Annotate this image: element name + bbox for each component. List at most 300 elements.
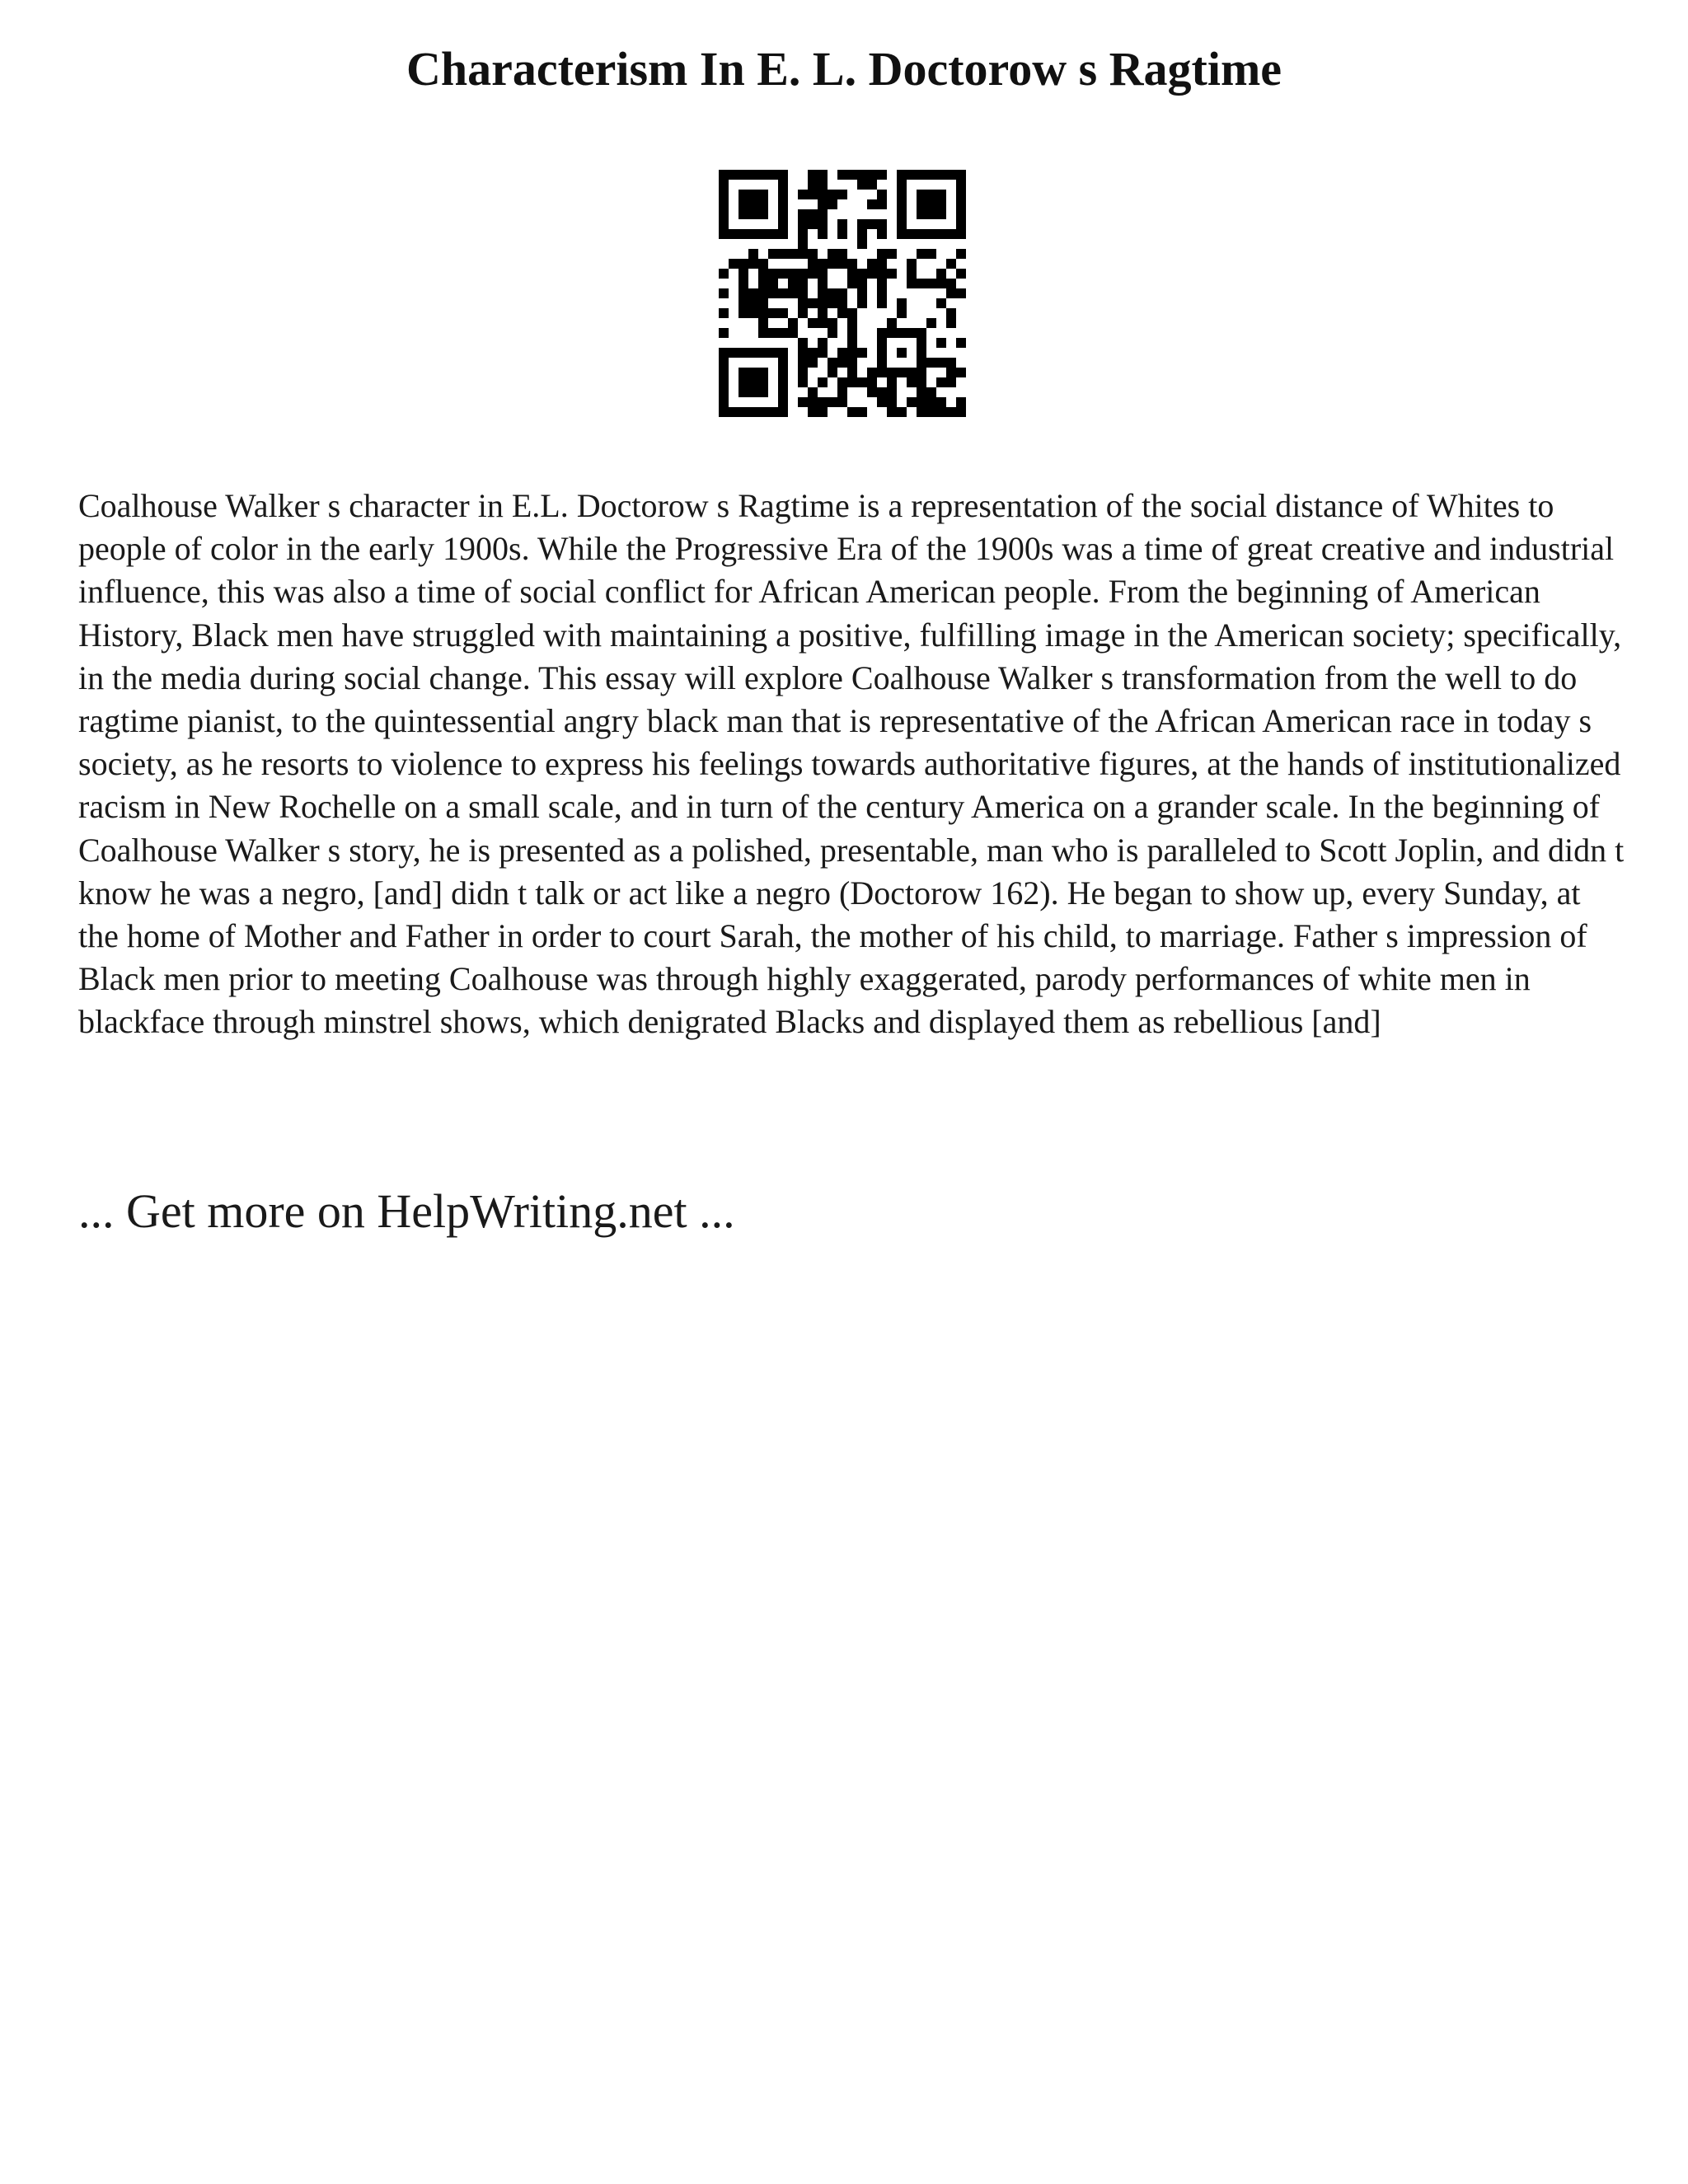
qr-module [738, 279, 748, 288]
qr-module [956, 249, 966, 259]
qr-module [788, 288, 798, 298]
qr-module [758, 368, 768, 377]
qr-module [877, 298, 887, 308]
qr-module [768, 348, 778, 358]
qr-module [719, 288, 729, 298]
qr-module [926, 249, 936, 259]
qr-module [857, 229, 867, 239]
qr-module [956, 209, 966, 219]
qr-module [738, 387, 748, 397]
qr-module [748, 377, 758, 387]
qr-module [748, 308, 758, 318]
qr-module [758, 377, 768, 387]
qr-module [818, 279, 828, 288]
qr-module [837, 259, 847, 269]
qr-module [808, 180, 818, 190]
qr-module [828, 288, 837, 298]
qr-module [719, 397, 729, 407]
qr-module [818, 308, 828, 318]
qr-module [758, 170, 768, 180]
qr-module [897, 229, 907, 239]
qr-module [936, 199, 946, 209]
qr-module [877, 397, 887, 407]
qr-module [837, 190, 847, 199]
qr-module [867, 368, 877, 377]
qr-module [917, 397, 926, 407]
qr-module [808, 209, 818, 219]
qr-module [946, 279, 956, 288]
qr-module [847, 338, 857, 348]
qr-module [857, 239, 867, 249]
qr-module [867, 377, 877, 387]
qr-module [946, 377, 956, 387]
qr-module [828, 318, 837, 328]
qr-module [936, 397, 946, 407]
qr-module [867, 219, 877, 229]
qr-module [738, 259, 748, 269]
qr-module [768, 269, 778, 279]
qr-module [887, 318, 897, 328]
qr-module [897, 328, 907, 338]
qr-module [818, 269, 828, 279]
qr-module [877, 259, 887, 269]
qr-module [907, 377, 917, 387]
qr-module [768, 407, 778, 417]
qr-module [719, 180, 729, 190]
qr-module [798, 249, 808, 259]
qr-module [867, 259, 877, 269]
qr-module [946, 318, 956, 328]
qr-module [778, 190, 788, 199]
qr-module [748, 368, 758, 377]
qr-module [808, 249, 818, 259]
qr-module [857, 269, 867, 279]
qr-module [867, 199, 877, 209]
qr-module [729, 407, 738, 417]
qr-module [837, 298, 847, 308]
qr-module [946, 407, 956, 417]
qr-module [768, 308, 778, 318]
qr-module [778, 209, 788, 219]
qr-module [936, 338, 946, 348]
qr-module [719, 219, 729, 229]
qr-module [936, 209, 946, 219]
qr-module [936, 279, 946, 288]
qr-module [778, 180, 788, 190]
qr-module [748, 259, 758, 269]
qr-module [818, 219, 828, 229]
qr-module [798, 348, 808, 358]
qr-module [887, 249, 897, 259]
qr-module [719, 328, 729, 338]
qr-module [897, 209, 907, 219]
qr-module [798, 298, 808, 308]
qr-module [907, 279, 917, 288]
qr-module [877, 358, 887, 368]
qr-module [729, 170, 738, 180]
qr-module [778, 199, 788, 209]
qr-module [847, 279, 857, 288]
qr-module [778, 219, 788, 229]
qr-module [877, 368, 887, 377]
qr-module [818, 259, 828, 269]
qr-module [926, 407, 936, 417]
qr-module [738, 407, 748, 417]
qr-module [758, 407, 768, 417]
qr-module [897, 190, 907, 199]
qr-module [956, 180, 966, 190]
qr-module [778, 269, 788, 279]
qr-module [897, 180, 907, 190]
qr-module [818, 170, 828, 180]
qr-module [768, 279, 778, 288]
qr-module [778, 249, 788, 259]
qr-module [887, 387, 897, 397]
qr-module [907, 229, 917, 239]
qr-module [758, 269, 768, 279]
qr-module [748, 348, 758, 358]
qr-module [897, 407, 907, 417]
qr-module [847, 308, 857, 318]
qr-module [758, 190, 768, 199]
qr-module [719, 209, 729, 219]
qr-module [877, 219, 887, 229]
qr-module [818, 348, 828, 358]
qr-module [917, 348, 926, 358]
qr-module [738, 170, 748, 180]
qr-module [837, 358, 847, 368]
qr-module [917, 209, 926, 219]
qr-module [936, 377, 946, 387]
qr-module [719, 199, 729, 209]
qr-module [877, 199, 887, 209]
qr-module [847, 269, 857, 279]
qr-module [956, 338, 966, 348]
qr-module [758, 229, 768, 239]
qr-module [768, 328, 778, 338]
qr-module [808, 407, 818, 417]
qr-module [798, 377, 808, 387]
qr-module [758, 209, 768, 219]
qr-module [758, 348, 768, 358]
qr-module [828, 368, 837, 377]
qr-module [778, 407, 788, 417]
qr-module [828, 190, 837, 199]
qr-module [828, 199, 837, 209]
qr-module [808, 318, 818, 328]
qr-module [956, 407, 966, 417]
qr-module [738, 288, 748, 298]
qr-module [798, 190, 808, 199]
qr-module [946, 170, 956, 180]
qr-module [857, 219, 867, 229]
qr-module [917, 190, 926, 199]
qr-module [798, 368, 808, 377]
qr-module [798, 269, 808, 279]
qr-module [748, 209, 758, 219]
qr-module [818, 338, 828, 348]
qr-module [808, 269, 818, 279]
qr-module [808, 348, 818, 358]
qr-module [798, 279, 808, 288]
qr-module [917, 358, 926, 368]
qr-module [808, 170, 818, 180]
qr-module [719, 308, 729, 318]
qr-module [897, 368, 907, 377]
qr-module [926, 318, 936, 328]
qr-module [818, 229, 828, 239]
qr-module [778, 397, 788, 407]
qr-module [798, 397, 808, 407]
qr-module [758, 279, 768, 288]
qr-module [798, 288, 808, 298]
qr-module [956, 219, 966, 229]
qr-module [818, 288, 828, 298]
qr-module [719, 387, 729, 397]
qr-module [729, 348, 738, 358]
qr-module [837, 170, 847, 180]
qr-module [897, 219, 907, 229]
qr-module [946, 358, 956, 368]
qr-module [798, 209, 808, 219]
qr-module [818, 298, 828, 308]
qr-module [877, 288, 887, 298]
qr-module [907, 269, 917, 279]
qr-module [936, 190, 946, 199]
qr-module [818, 180, 828, 190]
qr-module [946, 368, 956, 377]
qr-module [857, 288, 867, 298]
qr-module [828, 249, 837, 259]
qr-module [738, 269, 748, 279]
qr-code-icon [719, 170, 966, 417]
qr-module [828, 397, 837, 407]
qr-module [778, 358, 788, 368]
qr-module [887, 397, 897, 407]
qr-module [936, 170, 946, 180]
qr-module [748, 190, 758, 199]
qr-module [926, 387, 936, 397]
qr-module [857, 348, 867, 358]
qr-module [936, 358, 946, 368]
qr-module [907, 368, 917, 377]
qr-module [897, 308, 907, 318]
qr-module [926, 358, 936, 368]
qr-module [748, 229, 758, 239]
qr-module [719, 348, 729, 358]
qr-module [877, 328, 887, 338]
qr-module [867, 180, 877, 190]
qr-module [729, 229, 738, 239]
qr-module [828, 259, 837, 269]
qr-module [867, 170, 877, 180]
qr-module [847, 377, 857, 387]
qr-module [946, 229, 956, 239]
qr-module [738, 298, 748, 308]
qr-module [907, 170, 917, 180]
qr-module [808, 219, 818, 229]
qr-module [936, 407, 946, 417]
qr-module [748, 170, 758, 180]
qr-module [788, 328, 798, 338]
qr-module [738, 209, 748, 219]
qr-module [847, 358, 857, 368]
qr-module [837, 229, 847, 239]
qr-module [907, 328, 917, 338]
qr-module [847, 407, 857, 417]
qr-module [758, 318, 768, 328]
qr-module [897, 348, 907, 358]
qr-module [857, 180, 867, 190]
qr-module [719, 377, 729, 387]
qr-module [897, 298, 907, 308]
qr-module [788, 318, 798, 328]
document-title: Characterism In E. L. Doctorow s Ragtime [406, 42, 1282, 96]
qr-module [738, 377, 748, 387]
qr-module [837, 348, 847, 358]
qr-module [887, 368, 897, 377]
qr-module [917, 407, 926, 417]
qr-module [907, 397, 917, 407]
qr-module [798, 358, 808, 368]
qr-module [719, 358, 729, 368]
qr-module [956, 397, 966, 407]
qr-module [719, 170, 729, 180]
qr-module [847, 259, 857, 269]
qr-module [917, 387, 926, 397]
qr-module [768, 249, 778, 259]
qr-module [808, 387, 818, 397]
qr-module [778, 377, 788, 387]
qr-module [837, 377, 847, 387]
qr-module [867, 269, 877, 279]
qr-module [798, 219, 808, 229]
qr-module [738, 229, 748, 239]
qr-module [956, 190, 966, 199]
qr-module [748, 407, 758, 417]
qr-module [847, 328, 857, 338]
qr-module [917, 279, 926, 288]
qr-module [917, 170, 926, 180]
qr-module [818, 407, 828, 417]
qr-module [828, 358, 837, 368]
qr-module [738, 368, 748, 377]
qr-module [818, 397, 828, 407]
qr-module [887, 377, 897, 387]
qr-module [758, 199, 768, 209]
qr-module [926, 190, 936, 199]
qr-module [719, 368, 729, 377]
qr-module [936, 269, 946, 279]
qr-module [778, 328, 788, 338]
qr-module [887, 328, 897, 338]
qr-module [847, 170, 857, 180]
qr-module [877, 279, 887, 288]
qr-module [798, 229, 808, 239]
qr-module [847, 348, 857, 358]
qr-module [808, 259, 818, 269]
qr-module [917, 229, 926, 239]
qr-module [857, 407, 867, 417]
qr-module [837, 288, 847, 298]
qr-module [877, 170, 887, 180]
qr-module [808, 298, 818, 308]
qr-module [818, 199, 828, 209]
qr-module [907, 259, 917, 269]
qr-module [808, 358, 818, 368]
qr-module [758, 387, 768, 397]
qr-module [758, 298, 768, 308]
qr-module [877, 190, 887, 199]
qr-module [837, 387, 847, 397]
qr-module [798, 239, 808, 249]
get-more-link[interactable]: ... Get more on HelpWriting.net ... [78, 1184, 735, 1238]
qr-module [877, 348, 887, 358]
qr-module [778, 308, 788, 318]
qr-module [956, 170, 966, 180]
qr-module [748, 387, 758, 397]
qr-module [847, 368, 857, 377]
qr-module [857, 279, 867, 288]
qr-module [917, 368, 926, 377]
qr-module [768, 170, 778, 180]
qr-module [917, 249, 926, 259]
qr-module [778, 288, 788, 298]
document-body: Coalhouse Walker s character in E.L. Doctorow s Ragtime is a representation of the social distance of Whites to people of color in the early 1900s. While the Progressive Era of the 1900s was a time of great creative and industrial influence, this was also a time of social conflict for African American people. From the beginning of American History, Black men have struggled with maintaining a positive, fulfilling image in the American society; specifically, in the media during social change. This essay will explore Coalhouse Walker s transformation from the well to do ragtime pianist, to the quintessential angry black man that is representative of the African American race in today s society, as he resorts to violence to express his feelings towards authoritative figures, at the hands of institutionalized racism in New Rochelle on a small scale, and in turn of the century America on a grander scale. In the beginning of Coalhouse Walker s story, he is presented as a polished, presentable, man who is paralleled to Scott Joplin, and didn t know he was a negro, [and] didn t talk or act like a negro (Doctorow 162). He began to show up, every Sunday, at the home of Mother and Father in order to court Sarah, the mother of his child, to marriage. Father s impression of Black men prior to meeting Coalhouse was through highly exaggerated, parody performances of white men in blackface through minstrel shows, which denigrated Blacks and displayed them as rebellious [and] [78, 487, 1625, 1041]
qr-module [926, 170, 936, 180]
qr-module [897, 199, 907, 209]
qr-module [719, 407, 729, 417]
qr-module [778, 368, 788, 377]
qr-module [956, 269, 966, 279]
qr-module [788, 249, 798, 259]
qr-module [926, 209, 936, 219]
qr-module [798, 338, 808, 348]
qr-module [877, 269, 887, 279]
qr-module [818, 318, 828, 328]
qr-module [719, 190, 729, 199]
qr-module [946, 259, 956, 269]
qr-module [828, 328, 837, 338]
qr-module [926, 199, 936, 209]
qr-module [877, 338, 887, 348]
qr-module [719, 269, 729, 279]
qr-module [729, 259, 738, 269]
qr-module [946, 288, 956, 298]
qr-module [946, 308, 956, 318]
qr-module [857, 298, 867, 308]
qr-module [926, 397, 936, 407]
qr-module [887, 407, 897, 417]
qr-module [758, 288, 768, 298]
qr-module [778, 229, 788, 239]
qr-module [956, 199, 966, 209]
qr-module [788, 279, 798, 288]
qr-module [847, 318, 857, 328]
qr-module [778, 170, 788, 180]
qr-module [818, 209, 828, 219]
qr-module [738, 348, 748, 358]
qr-module [758, 259, 768, 269]
qr-module [926, 229, 936, 239]
qr-module [738, 190, 748, 199]
qr-module [748, 288, 758, 298]
qr-module [877, 229, 887, 239]
qr-module [837, 397, 847, 407]
qr-module [857, 377, 867, 387]
qr-module [877, 387, 887, 397]
qr-module [936, 298, 946, 308]
